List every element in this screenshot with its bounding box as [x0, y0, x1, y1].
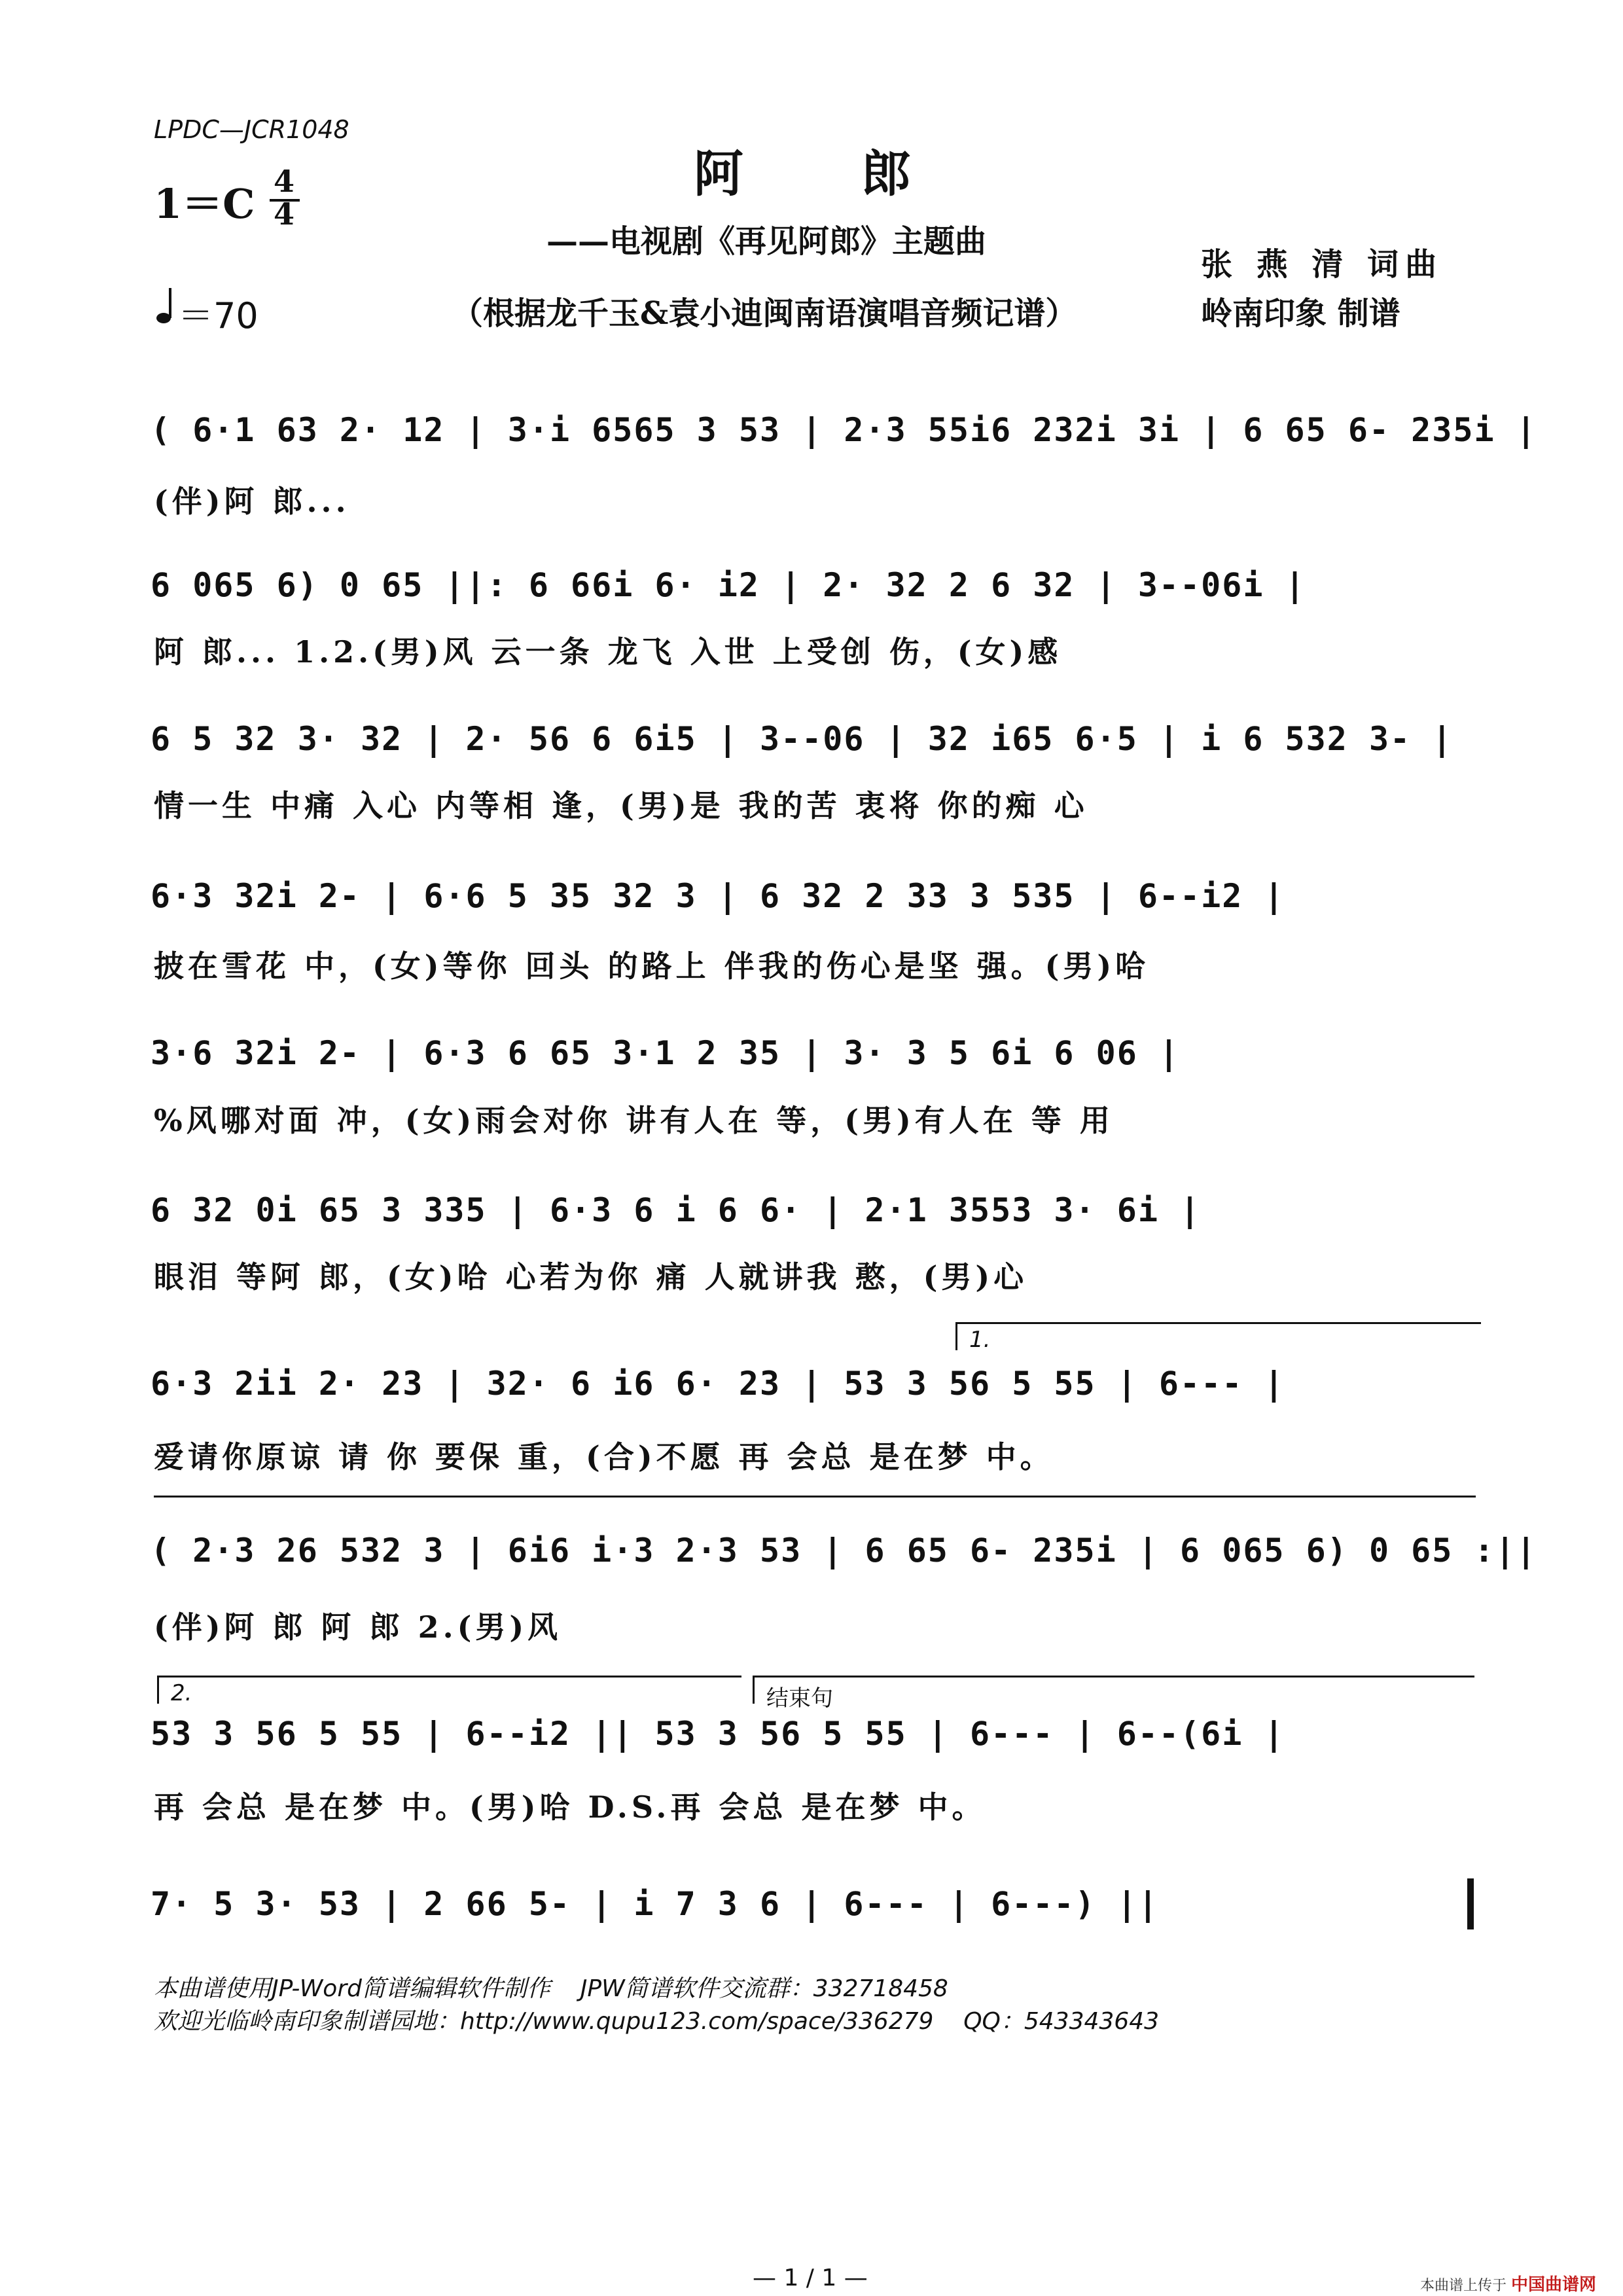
lyric-line: 眼泪 等阿 郎，(女)哈 心若为你 痛 人就讲我 憨，(男)心: [154, 1259, 1028, 1295]
music-line: 6 32 0i 65 3 335 | 6·3 6 i 6 6· | 2·1 3553 3· 6i |: [151, 1191, 1202, 1229]
page-number: — 1 / 1 —: [753, 2265, 868, 2291]
key-signature: 1＝C: [154, 180, 255, 228]
music-line: 6·3 32i 2- | 6·6 5 35 32 3 | 6 32 2 33 3 535 | 6--i2 |: [151, 877, 1285, 915]
subtitle: ——电视剧《再见阿郎》主题曲: [546, 223, 987, 260]
lyric-line: (伴)阿 郎 阿 郎 2.(男)风: [154, 1609, 562, 1645]
lyricist-composer: 张 燕 清 词曲: [1201, 246, 1444, 283]
music-line: 6 5 32 3· 32 | 2· 56 6 6i5 | 3--06 | 32 i65 6·5 | i 6 532 3- |: [151, 720, 1454, 758]
time-signature-denominator: 4: [274, 196, 295, 232]
lyric-line: 爱请你原谅 请 你 要保 重，(合)不愿 再 会总 是在梦 中。: [154, 1439, 1054, 1475]
arranger: 岭南印象 制谱: [1201, 295, 1400, 332]
music-line: ( 6·1 63 2· 12 | 3·i 6565 3 53 | 2·3 55i6 232i 3i | 6 65 6- 235i |: [151, 411, 1537, 449]
music-line: 53 3 56 5 55 | 6--i2 || 53 3 56 5 55 | 6--- | 6--(6i |: [151, 1715, 1285, 1753]
system-rule: [154, 1496, 1476, 1498]
first-ending-bracket: 1.: [955, 1322, 1481, 1350]
final-barline: [1467, 1878, 1474, 1929]
quarter-note-icon: [156, 287, 175, 326]
tempo-marking: ＝70: [178, 295, 259, 336]
site-watermark: 本曲谱上传于 中国曲谱网: [1420, 2275, 1597, 2295]
footer-website-note: 欢迎光临岭南印象制谱园地：http://www.qupu123.com/space/336279 QQ：543343643: [154, 2008, 1160, 2035]
lyric-line: 披在雪花 中，(女)等你 回头 的路上 伴我的伤心是坚 强。(男)哈: [154, 948, 1150, 984]
second-ending-bracket: 2.: [157, 1676, 741, 1704]
music-line: 6 065 6) 0 65 ||: 6 66i 6· i2 | 2· 32 2 6 32 | 3--06i |: [151, 566, 1306, 604]
lyric-line: 情一生 中痛 入心 内等相 逢，(男)是 我的苦 衷将 你的痴 心: [154, 788, 1088, 823]
coda-bracket: 结束句: [753, 1676, 1474, 1704]
transcription-source: （根据龙千玉&袁小迪闽南语演唱音频记谱）: [452, 295, 1077, 332]
lyric-line: %风哪对面 冲，(女)雨会对你 讲有人在 等，(男)有人在 等 用: [154, 1103, 1114, 1138]
music-line: 6·3 2ii 2· 23 | 32· 6 i6 6· 23 | 53 3 56 5 55 | 6--- |: [151, 1365, 1285, 1403]
time-signature-numerator: 4: [274, 164, 295, 199]
footer-software-note: 本曲谱使用JP-Word简谱编辑软件制作 JPW简谱软件交流群：332718458: [154, 1975, 948, 2002]
song-title: 阿郎: [694, 145, 1029, 203]
lyric-line: (伴)阿 郎...: [154, 484, 350, 519]
music-line: 3·6 32i 2- | 6·3 6 65 3·1 2 35 | 3· 3 5 6i 6 06 |: [151, 1034, 1181, 1072]
lyric-line: 再 会总 是在梦 中。(男)哈 D.S.再 会总 是在梦 中。: [154, 1789, 986, 1825]
site-logo-text: 中国曲谱网: [1511, 2275, 1597, 2295]
music-line: 7· 5 3· 53 | 2 66 5- | i 7 3 6 | 6--- | 6---) ||: [151, 1885, 1159, 1923]
score-code: LPDC—JCR1048: [154, 115, 349, 144]
lyric-line: 阿 郎... 1.2.(男)风 云一条 龙飞 入世 上受创 伤，(女)感: [154, 634, 1062, 670]
music-line: ( 2·3 26 532 3 | 6i6 i·3 2·3 53 | 6 65 6- 235i | 6 065 6) 0 65 :||: [151, 1532, 1537, 1570]
